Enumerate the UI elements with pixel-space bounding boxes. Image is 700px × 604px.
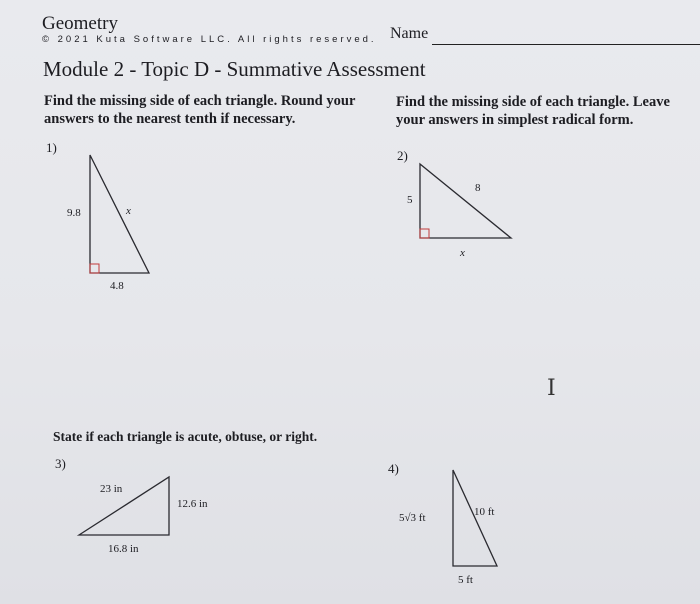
problem-2-number: 2) — [397, 148, 408, 163]
problem-1-number: 1) — [46, 140, 57, 155]
instruction-radical: Find the missing side of each triangle. Leave your answers in simplest radical form. — [396, 94, 670, 128]
problem-3-side-right: 12.6 in — [177, 498, 208, 510]
problem-4-number: 4) — [388, 461, 399, 476]
instruction-classify: State if each triangle is acute, obtuse, or right. — [53, 429, 318, 444]
problem-3-side-bottom: 16.8 in — [108, 543, 139, 555]
triangle-2 — [420, 164, 511, 238]
right-angle-marker-2 — [420, 229, 429, 238]
page-title: Module 2 - Topic D - Summative Assessment — [43, 57, 426, 81]
name-label: Name — [390, 25, 429, 42]
problem-1-side-left: 9.8 — [67, 207, 81, 219]
problem-2-side-hyp: 8 — [475, 182, 481, 194]
problem-4-side-right: 10 ft — [474, 506, 495, 518]
copyright-notice: © 2021 Kuta Software LLC. All rights reserved. — [42, 34, 377, 45]
problem-2-side-left: 5 — [407, 194, 413, 206]
problem-4-side-left: 5√3 ft — [399, 512, 426, 524]
problem-1-side-bottom: 4.8 — [110, 280, 124, 292]
problem-3-side-top: 23 in — [100, 483, 123, 495]
triangle-3 — [79, 477, 169, 535]
problem-3-number: 3) — [55, 456, 66, 471]
instruction-round: Find the missing side of each triangle. Round your answers to the nearest tenth if necessary. — [44, 93, 356, 127]
problem-4-side-bottom: 5 ft — [458, 574, 473, 586]
text-cursor-icon: I — [547, 376, 556, 401]
triangle-4 — [453, 470, 497, 566]
subject-label: Geometry — [42, 13, 118, 34]
problem-1-side-hyp: x — [126, 205, 131, 217]
triangle-1 — [90, 155, 149, 273]
problem-2-side-bottom: x — [460, 247, 465, 259]
right-angle-marker-1 — [90, 264, 99, 273]
